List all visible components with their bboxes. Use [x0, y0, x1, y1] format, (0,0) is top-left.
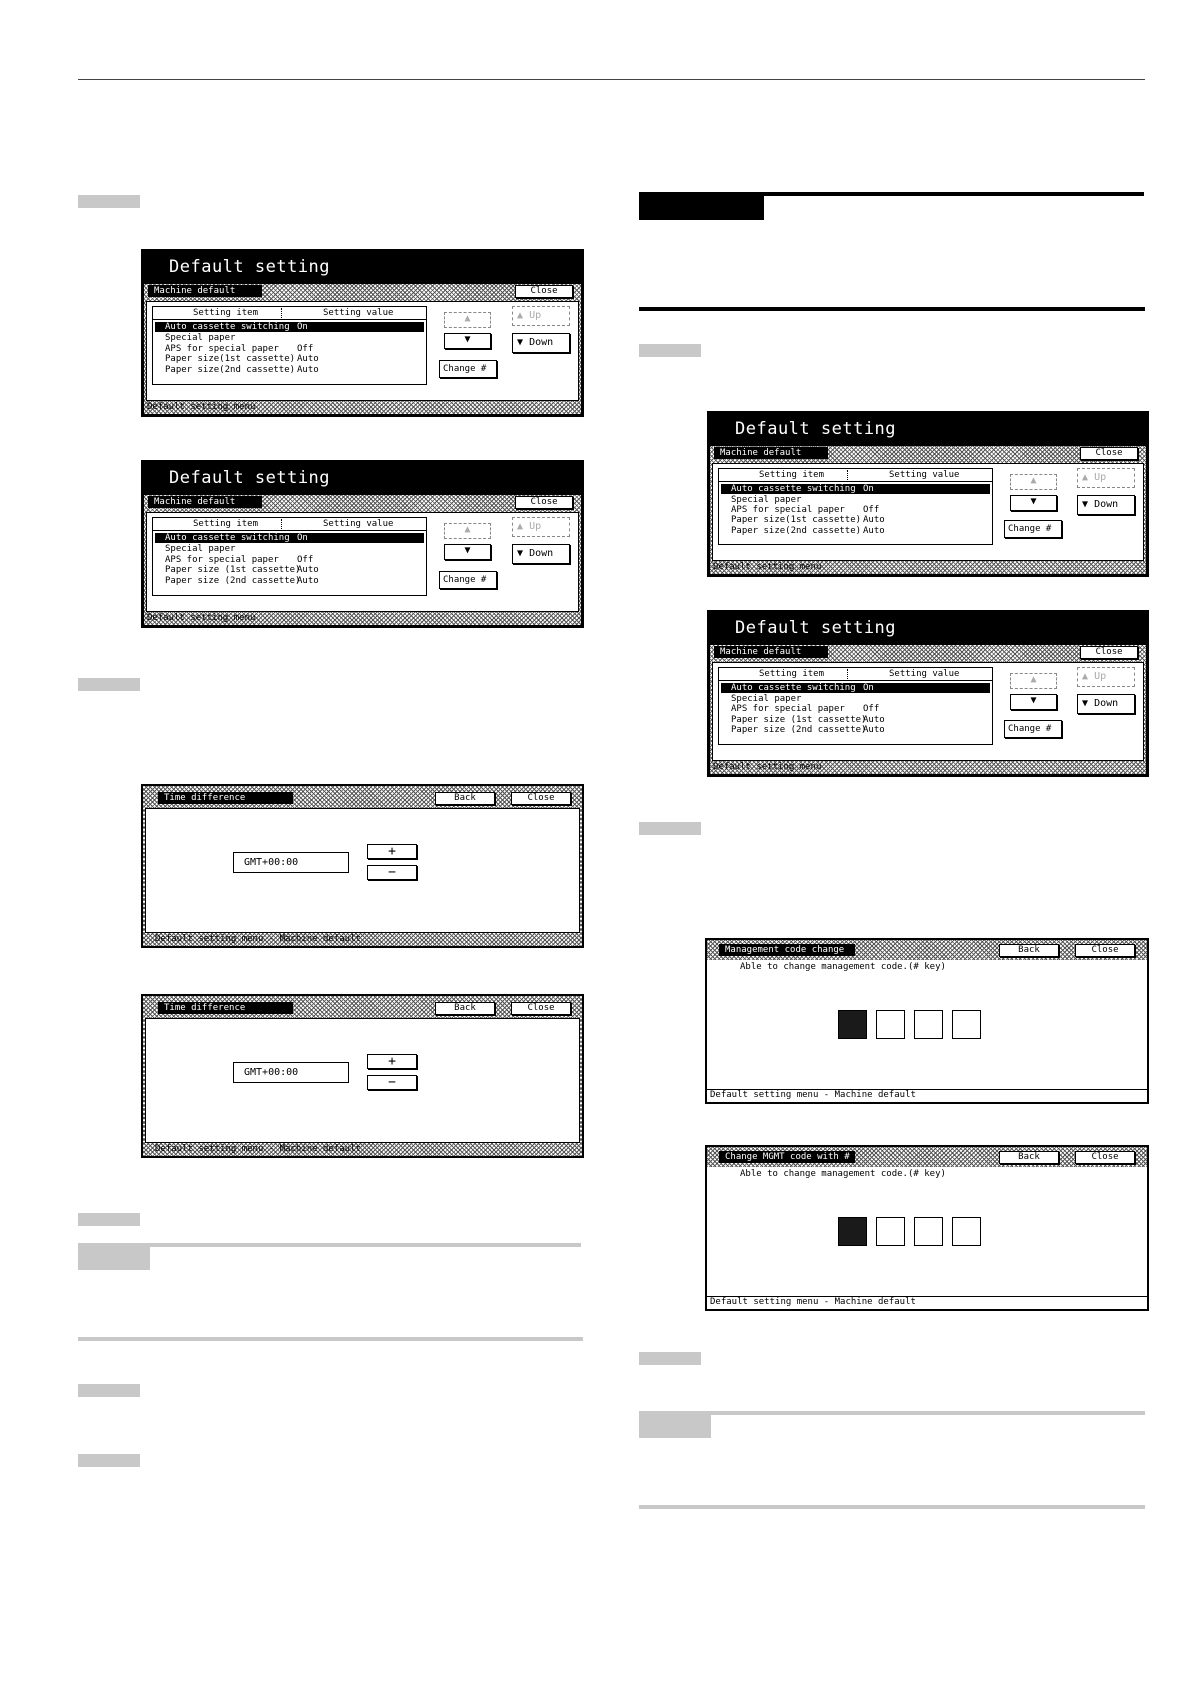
change-number-button[interactable]: Change #	[439, 571, 497, 589]
tab-time-difference[interactable]: Time difference	[158, 792, 293, 804]
triangle-up-icon: ▲	[1082, 671, 1089, 682]
list-item[interactable]: Paper size(2nd cassette) Auto	[165, 365, 319, 375]
up-button[interactable]	[1077, 667, 1135, 687]
important-tag	[639, 196, 764, 220]
list-item[interactable]: Auto cassette switching On	[155, 322, 424, 332]
step-marker-3	[78, 1213, 140, 1226]
close-button[interactable]: Close	[515, 496, 573, 509]
tab-machine-default[interactable]: Machine default	[148, 285, 262, 297]
col-setting-item: Setting item	[193, 308, 259, 318]
list-item[interactable]: Paper size (2nd cassette) Auto	[731, 725, 885, 735]
triangle-down-icon: ▼	[1030, 496, 1037, 507]
code-digit-box	[914, 1217, 943, 1246]
up-button[interactable]	[1077, 468, 1135, 488]
scroll-down-arrow-button[interactable]	[444, 544, 491, 560]
status-bar: Default setting menu - Machine default	[710, 1090, 916, 1100]
back-button[interactable]: Back	[999, 1151, 1059, 1164]
content-area	[145, 808, 580, 933]
step-marker-1	[78, 195, 140, 208]
col-setting-value: Setting value	[323, 308, 394, 318]
panel-title: Default setting	[709, 612, 1147, 644]
close-button[interactable]: Close	[1075, 944, 1135, 957]
time-difference-panel	[141, 994, 584, 1158]
content-area	[146, 512, 579, 612]
status-bar: Default setting menu	[713, 762, 822, 772]
panel-frame	[709, 445, 1147, 575]
triangle-up-icon: ▲	[464, 313, 471, 324]
close-button[interactable]: Close	[1075, 1151, 1135, 1164]
minus-button[interactable]: −	[367, 1075, 417, 1090]
management-code-panel	[705, 1145, 1149, 1311]
settings-list	[718, 667, 993, 745]
default-setting-panel	[141, 249, 584, 417]
list-header	[719, 668, 992, 681]
list-item[interactable]: Paper size (2nd cassette) Auto	[165, 576, 319, 586]
scroll-up-arrow-button[interactable]	[1010, 673, 1057, 689]
time-difference-panel	[141, 784, 584, 948]
triangle-down-icon: ▼	[517, 548, 524, 559]
col-setting-item: Setting item	[193, 519, 259, 529]
important-footer-rule	[639, 307, 1145, 311]
panel-title: Default setting	[143, 462, 582, 494]
close-button[interactable]: Close	[1080, 646, 1138, 659]
triangle-up-icon: ▲	[1082, 472, 1089, 483]
plus-button[interactable]: +	[367, 1054, 417, 1069]
list-item[interactable]: Paper size (1st cassette) Auto	[165, 565, 319, 575]
step-marker-6	[639, 344, 701, 357]
tab-management-code-change[interactable]: Management code change	[719, 944, 855, 956]
content-area	[146, 301, 579, 401]
note-header	[78, 1243, 581, 1268]
note-tag	[78, 1247, 150, 1270]
col-setting-value: Setting value	[323, 519, 394, 529]
triangle-down-icon: ▼	[464, 545, 471, 556]
time-offset-display: GMT+00:00	[233, 852, 349, 873]
panel-frame	[143, 283, 582, 415]
down-button[interactable]	[512, 544, 570, 564]
down-button[interactable]	[512, 333, 570, 353]
code-digit-box	[876, 1217, 905, 1246]
panel-title: Default setting	[143, 251, 582, 283]
code-digit-box	[838, 1010, 867, 1039]
list-item[interactable]: Paper size(1st cassette) Auto	[731, 515, 885, 525]
triangle-down-icon: ▼	[1030, 695, 1037, 706]
list-header	[719, 469, 992, 482]
up-label: Up	[1094, 472, 1107, 483]
content-area	[712, 463, 1144, 561]
back-button[interactable]: Back	[435, 792, 495, 805]
close-button[interactable]: Close	[515, 285, 573, 298]
down-button[interactable]	[1077, 694, 1135, 714]
up-button[interactable]	[512, 517, 570, 537]
back-button[interactable]: Back	[435, 1002, 495, 1015]
code-digit-box	[952, 1010, 981, 1039]
tab-change-mgmt-code[interactable]: Change MGMT code with #	[719, 1151, 855, 1163]
list-item[interactable]: Paper size(1st cassette) Auto	[165, 354, 319, 364]
note-tag	[639, 1415, 711, 1438]
code-digit-box	[876, 1010, 905, 1039]
instruction-text: Able to change management code.(# key)	[740, 1169, 946, 1179]
down-label: Down	[1094, 698, 1119, 709]
triangle-up-icon: ▲	[464, 524, 471, 535]
tab-machine-default[interactable]: Machine default	[714, 646, 828, 658]
instruction-text: Able to change management code.(# key)	[740, 962, 946, 972]
panel-frame	[709, 644, 1147, 775]
step-marker-5	[78, 1454, 140, 1467]
scroll-up-arrow-button[interactable]	[444, 523, 491, 539]
list-item[interactable]: Special paper	[165, 333, 236, 343]
status-bar: Default setting menu - Machine default	[710, 1297, 916, 1307]
triangle-down-icon: ▼	[1082, 698, 1089, 709]
list-item[interactable]: Special paper	[165, 544, 236, 554]
list-item[interactable]: Special paper	[731, 694, 802, 704]
list-item[interactable]: Auto cassette switching On	[721, 683, 990, 693]
up-label: Up	[529, 310, 542, 321]
top-rule	[78, 79, 1145, 80]
note-footer-rule	[78, 1337, 583, 1341]
content-area	[145, 1018, 580, 1143]
scroll-up-arrow-button[interactable]	[1010, 474, 1057, 490]
close-button[interactable]: Close	[1080, 447, 1138, 460]
list-item[interactable]: Special paper	[731, 495, 802, 505]
list-item[interactable]: APS for special paper Off	[731, 704, 880, 714]
step-marker-4	[78, 1384, 140, 1397]
list-item[interactable]: Auto cassette switching On	[721, 484, 990, 494]
tab-machine-default[interactable]: Machine default	[148, 496, 262, 508]
status-bar: Default setting menu - Machine default	[155, 1144, 361, 1154]
list-item[interactable]: APS for special paper Off	[165, 555, 314, 565]
scroll-down-arrow-button[interactable]	[1010, 495, 1057, 511]
list-header	[153, 307, 426, 320]
plus-button[interactable]: +	[367, 844, 417, 859]
note-footer-rule	[639, 1505, 1145, 1509]
panel-title: Default setting	[709, 413, 1147, 445]
default-setting-panel	[707, 610, 1149, 777]
panel-frame	[143, 494, 582, 626]
triangle-up-icon: ▲	[1030, 674, 1037, 685]
col-setting-value: Setting value	[889, 470, 960, 480]
close-button[interactable]: Close	[511, 792, 571, 805]
status-bar: Default setting menu	[147, 613, 256, 623]
status-bar: Default setting menu	[713, 562, 822, 572]
step-marker-8	[639, 1352, 701, 1365]
list-item[interactable]: Paper size (1st cassette) Auto	[731, 715, 885, 725]
up-label: Up	[529, 521, 542, 532]
up-button[interactable]	[512, 306, 570, 326]
up-label: Up	[1094, 671, 1107, 682]
settings-list	[152, 306, 427, 385]
default-setting-panel	[141, 460, 584, 628]
list-item[interactable]: Auto cassette switching On	[155, 533, 424, 543]
step-marker-2	[78, 678, 140, 691]
code-digit-box	[952, 1217, 981, 1246]
change-number-button[interactable]: Change #	[1004, 520, 1062, 538]
time-offset-display: GMT+00:00	[233, 1062, 349, 1083]
col-setting-item: Setting item	[759, 470, 825, 480]
down-label: Down	[1094, 499, 1119, 510]
list-item[interactable]: APS for special paper Off	[165, 344, 314, 354]
down-button[interactable]	[1077, 495, 1135, 515]
close-button[interactable]: Close	[511, 1002, 571, 1015]
change-number-button[interactable]: Change #	[439, 360, 497, 378]
default-setting-panel	[707, 411, 1149, 577]
important-header	[639, 192, 1144, 220]
scroll-down-arrow-button[interactable]	[444, 333, 491, 349]
change-number-button[interactable]: Change #	[1004, 720, 1062, 738]
triangle-down-icon: ▼	[464, 334, 471, 345]
status-bar: Default setting menu	[147, 402, 256, 412]
management-code-panel	[705, 938, 1149, 1104]
col-setting-value: Setting value	[889, 669, 960, 679]
content-area	[712, 662, 1144, 761]
triangle-up-icon: ▲	[1030, 475, 1037, 486]
minus-button[interactable]: −	[367, 865, 417, 880]
triangle-up-icon: ▲	[517, 310, 524, 321]
tab-time-difference[interactable]: Time difference	[158, 1002, 293, 1014]
list-header	[153, 518, 426, 531]
col-setting-item: Setting item	[759, 669, 825, 679]
code-digit-box	[838, 1217, 867, 1246]
tab-machine-default[interactable]: Machine default	[714, 447, 828, 459]
triangle-down-icon: ▼	[517, 337, 524, 348]
note-header	[639, 1411, 1145, 1436]
down-label: Down	[529, 337, 554, 348]
down-label: Down	[529, 548, 554, 559]
scroll-up-arrow-button[interactable]	[444, 312, 491, 328]
list-item[interactable]: Paper size(2nd cassette) Auto	[731, 526, 885, 536]
back-button[interactable]: Back	[999, 944, 1059, 957]
scroll-down-arrow-button[interactable]	[1010, 694, 1057, 710]
settings-list	[718, 468, 993, 545]
triangle-up-icon: ▲	[517, 521, 524, 532]
list-item[interactable]: APS for special paper Off	[731, 505, 880, 515]
triangle-down-icon: ▼	[1082, 499, 1089, 510]
settings-list	[152, 517, 427, 596]
code-digit-box	[914, 1010, 943, 1039]
step-marker-7	[639, 822, 701, 835]
status-bar: Default setting menu - Machine default	[155, 934, 361, 944]
